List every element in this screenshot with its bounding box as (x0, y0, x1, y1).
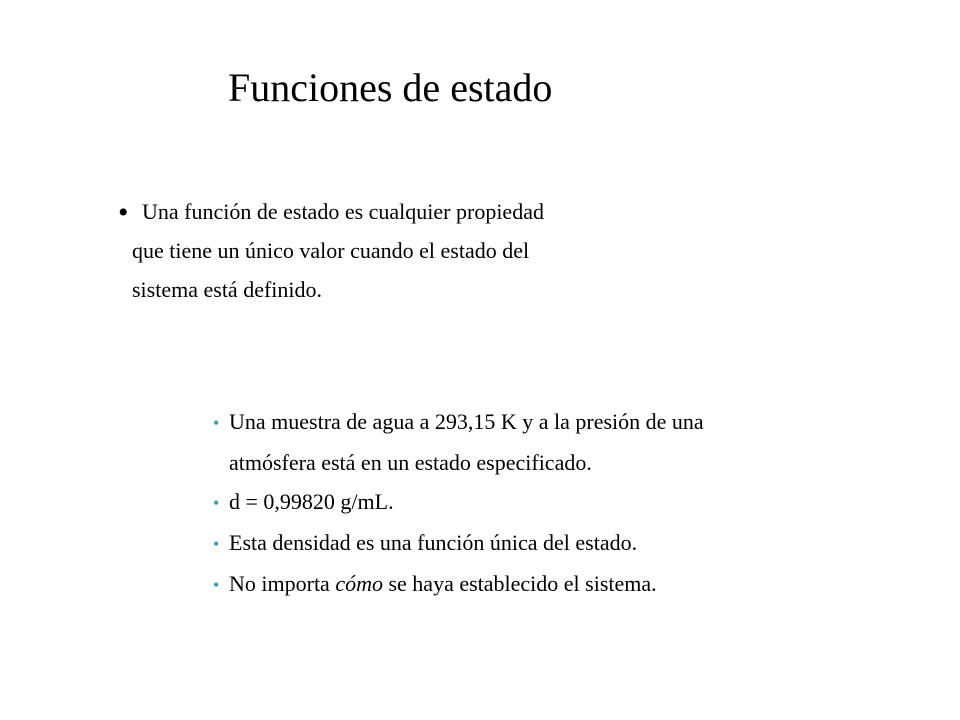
main-point-text-1: Una función de estado es cualquier propiedad (142, 199, 544, 224)
bullet-icon: • (118, 196, 129, 229)
sub-bullet-item-2 (213, 482, 933, 523)
sub-item-3-text: Esta densidad es una función única del estado. (229, 530, 638, 555)
main-point-line-1 (118, 192, 718, 231)
sub-item-4-suffix: se haya establecido el sistema. (382, 571, 657, 596)
main-bullet-point (118, 192, 718, 309)
bullet-icon: • (213, 534, 220, 554)
bullet-icon: • (213, 413, 220, 433)
sub-item-4-emphasis: cómo (335, 571, 383, 596)
sub-item-1-text-line-2: atmósfera está en un estado especificado. (229, 450, 592, 475)
bullet-icon: • (213, 493, 220, 513)
main-point-line-3: sistema está definido. (132, 277, 323, 302)
sub-bullet-item-4 (213, 564, 933, 605)
slide-title: Funciones de estado (228, 65, 553, 110)
sub-bullet-list (213, 402, 933, 605)
sub-item-4-prefix: No importa (229, 571, 336, 596)
sub-item-2-text: d = 0,99820 g/mL. (229, 489, 394, 514)
sub-bullet-item-1 (213, 402, 933, 482)
sub-bullet-item-3 (213, 523, 933, 564)
bullet-icon: • (213, 575, 220, 595)
sub-item-1-text-line-1: Una muestra de agua a 293,15 K y a la presión de una (229, 409, 704, 434)
main-point-line-2: que tiene un único valor cuando el estado del (132, 238, 530, 263)
